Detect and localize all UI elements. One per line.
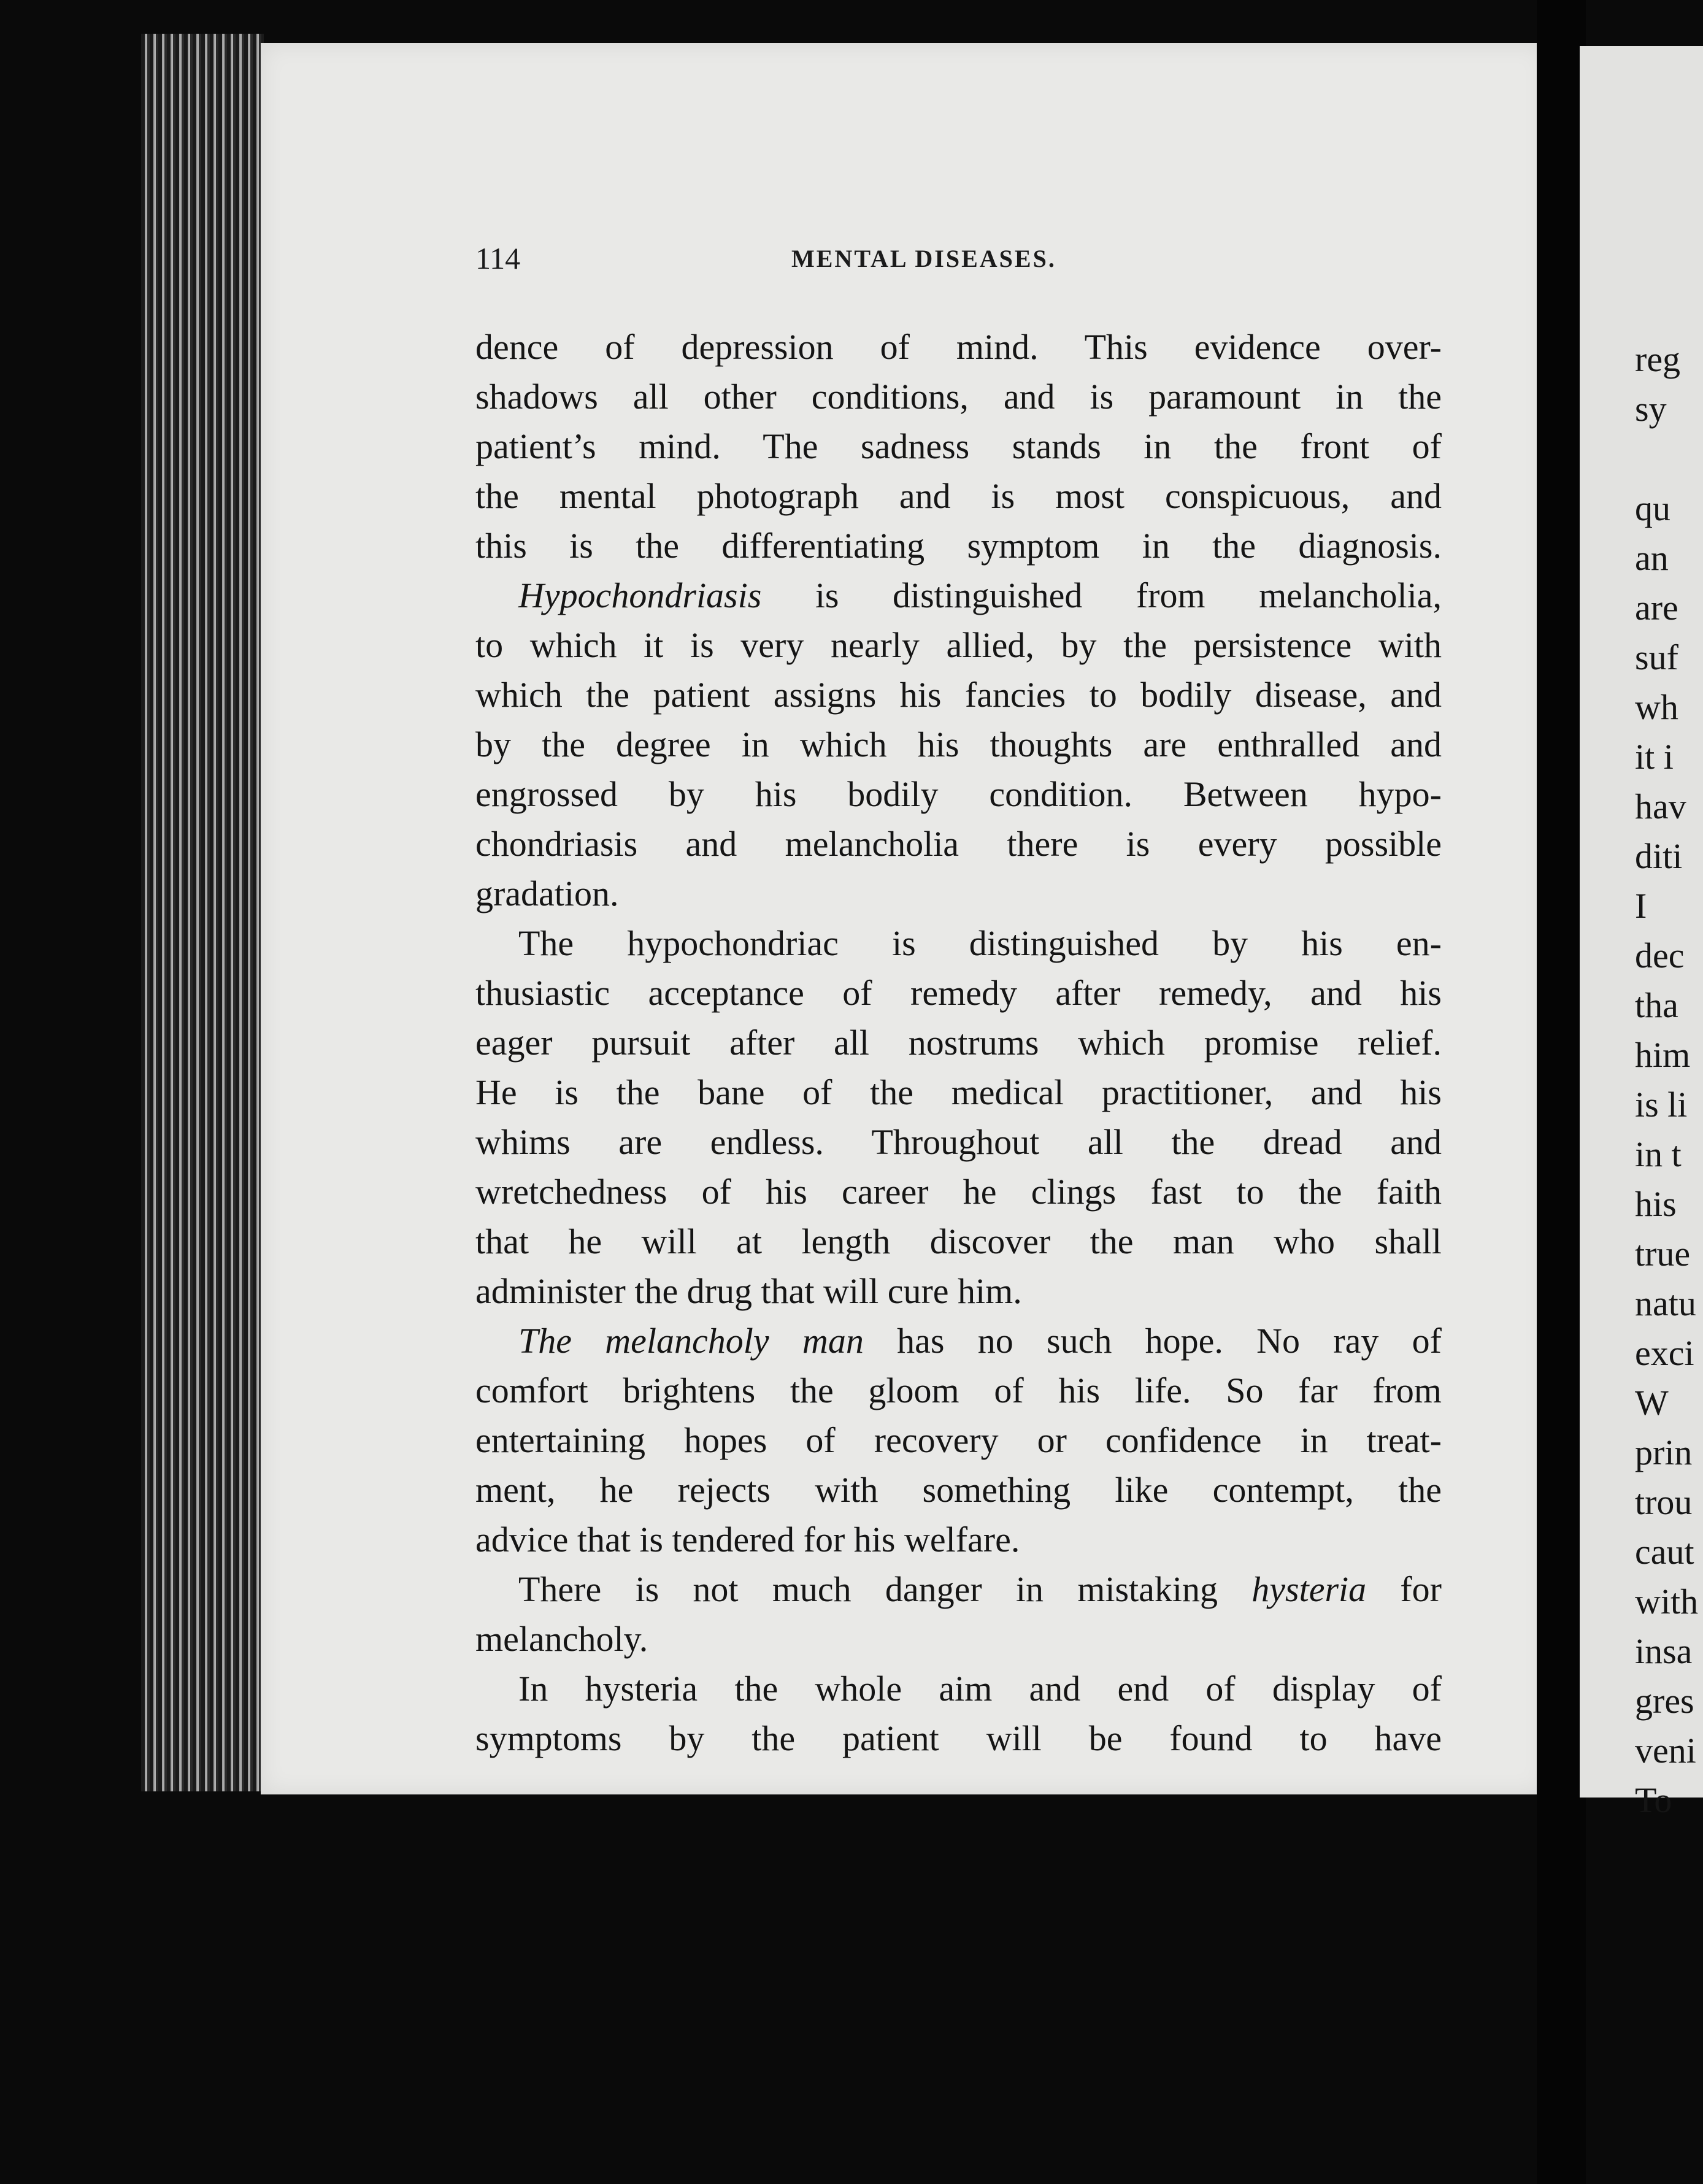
text-line: He is the bane of the medical practitioner, and his — [475, 1072, 1442, 1112]
text-line: The melancholy man has no such hope. No ray of — [518, 1321, 1442, 1361]
text-line: wretchedness of his career he clings fast to the faith — [475, 1172, 1442, 1212]
facing-line: veni — [1635, 1731, 1696, 1771]
book-gutter — [1537, 0, 1586, 2184]
facing-line: qu — [1635, 488, 1670, 528]
facing-line: reg — [1635, 339, 1681, 379]
text-line: whims are endless. Throughout all the dread and — [475, 1122, 1442, 1162]
text-line: that he will at length discover the man who shall — [475, 1221, 1442, 1261]
facing-line: sy — [1635, 389, 1667, 429]
text-line: symptoms by the patient will be found to have — [475, 1718, 1442, 1758]
facing-line: are — [1635, 588, 1678, 628]
facing-line: W — [1635, 1383, 1669, 1423]
text-line: There is not much danger in mistaking hysteria for — [518, 1569, 1442, 1609]
facing-line: caut — [1635, 1532, 1694, 1572]
facing-line: an — [1635, 538, 1669, 578]
text-line: gradation. — [475, 874, 619, 913]
facing-line: gres — [1635, 1681, 1694, 1721]
facing-line: his — [1635, 1184, 1677, 1224]
facing-line: in t — [1635, 1134, 1682, 1174]
text-line: which the patient assigns his fancies to bodily disease, and — [475, 675, 1442, 715]
facing-line: wh — [1635, 687, 1678, 727]
italic-term: hysteria — [1251, 1569, 1367, 1609]
facing-line: true — [1635, 1234, 1691, 1274]
text-line: chondriasis and melancholia there is every possible — [475, 824, 1442, 864]
text-line: melancholy. — [475, 1619, 648, 1659]
facing-line: is li — [1635, 1085, 1688, 1125]
italic-term: Hypochondriasis — [518, 575, 762, 615]
facing-line: him — [1635, 1035, 1691, 1075]
facing-line: prin — [1635, 1432, 1693, 1472]
facing-line: insa — [1635, 1631, 1693, 1671]
facing-page — [1580, 46, 1703, 1820]
facing-line: it i — [1635, 737, 1674, 777]
facing-line: suf — [1635, 637, 1678, 677]
facing-page-text — [1635, 334, 1698, 1825]
text-line: engrossed by his bodily condition. Between hypo- — [475, 774, 1442, 814]
page-number: 114 — [475, 241, 521, 275]
facing-line: dec — [1635, 936, 1685, 975]
text-line: ment, he rejects with something like contempt, the — [475, 1470, 1442, 1510]
facing-line: with — [1635, 1582, 1699, 1621]
text-line: thusiastic acceptance of remedy after remedy, and his — [475, 973, 1442, 1013]
text-line: this is the differentiating symptom in the diagnosis. — [475, 526, 1442, 566]
text-line: by the degree in which his thoughts are enthralled and — [475, 725, 1442, 764]
facing-line: tha — [1635, 985, 1678, 1025]
facing-line: trou — [1635, 1482, 1693, 1522]
text-line: shadows all other conditions, and is paramount in the — [475, 377, 1442, 417]
facing-line: To — [1635, 1780, 1672, 1820]
italic-term: The melancholy man — [518, 1321, 864, 1361]
text-line: entertaining hopes of recovery or confidence in treat- — [475, 1420, 1442, 1460]
facing-line: exci — [1635, 1333, 1694, 1373]
text-line: patient’s mind. The sadness stands in the front of — [475, 426, 1442, 466]
text-line: comfort brightens the gloom of his life. So far from — [475, 1371, 1442, 1410]
text-line: the mental photograph and is most conspicuous, and — [475, 476, 1442, 516]
facing-line: diti — [1635, 836, 1683, 876]
text-line: dence of depression of mind. This evidence over- — [475, 327, 1442, 367]
facing-line: natu — [1635, 1283, 1696, 1323]
text-line: The hypochondriac is distinguished by his en- — [518, 923, 1442, 963]
text-line: In hysteria the whole aim and end of display of — [518, 1669, 1442, 1709]
body-text — [475, 322, 1442, 1763]
facing-line: hav — [1635, 786, 1686, 826]
text-line: Hypochondriasis is distinguished from melancholia, — [518, 575, 1442, 615]
facing-line: I — [1635, 886, 1647, 926]
running-head — [475, 240, 1445, 277]
text-line: eager pursuit after all nostrums which promise relief. — [475, 1023, 1442, 1063]
text-line: administer the drug that will cure him. — [475, 1271, 1022, 1311]
text-line: advice that is tendered for his welfare. — [475, 1520, 1020, 1559]
chapter-title: MENTAL DISEASES. — [791, 245, 1056, 272]
text-line: to which it is very nearly allied, by the persistence with — [475, 625, 1442, 665]
page-edges — [141, 34, 264, 1791]
